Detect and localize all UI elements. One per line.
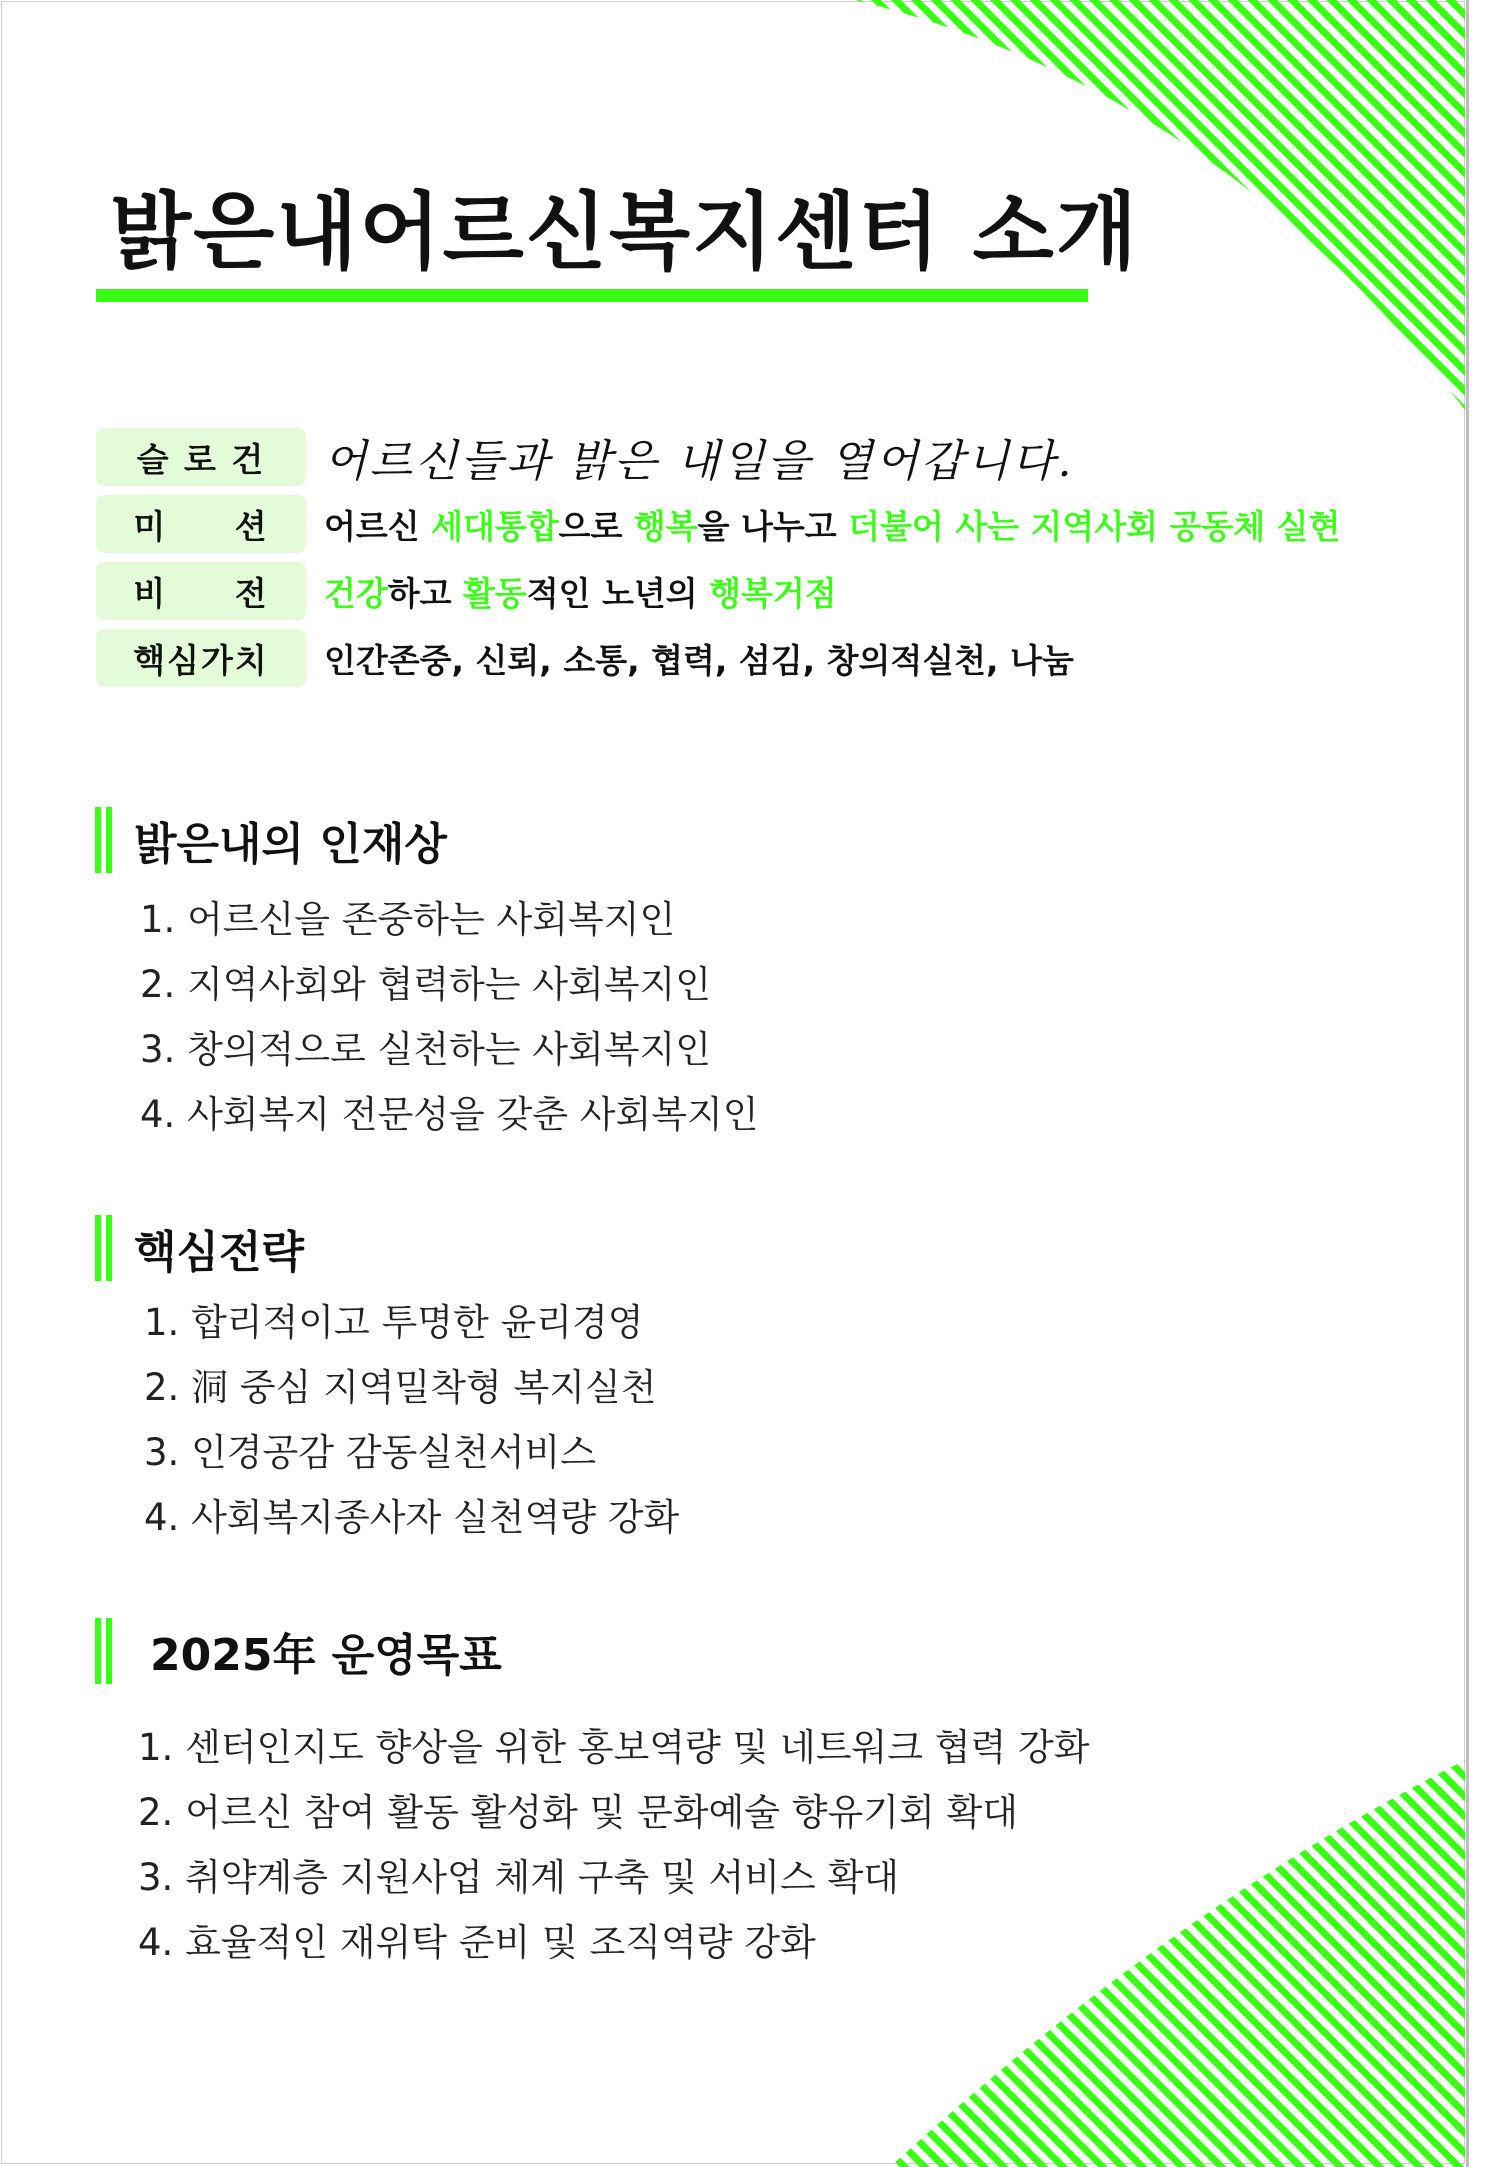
mission-text bbox=[324, 501, 1340, 548]
goals-section-header bbox=[95, 1618, 502, 1684]
list-item: 1. 어르신을 존중하는 사회복지인 bbox=[140, 898, 676, 941]
list-item: 2. 지역사회와 협력하는 사회복지인 bbox=[140, 963, 711, 1006]
vision-highlight: 건강 bbox=[324, 573, 388, 613]
section-marker bbox=[95, 807, 112, 873]
list-item: 3. 취약계층 지원사업 체계 구축 및 서비스 확대 bbox=[138, 1856, 899, 1899]
values-text: 인간존중, 신뢰, 소통, 협력, 섬김, 창의적실천, 나눔 bbox=[324, 640, 1074, 680]
strategy-section-header bbox=[95, 1215, 304, 1281]
slogan-text: 어르신들과 밝은 내일을 열어갑니다. bbox=[324, 436, 1075, 487]
info-row-values bbox=[96, 629, 1074, 687]
vision-part: 적인 노년의 bbox=[526, 573, 710, 613]
list-item: 3. 인경공감 감동실천서비스 bbox=[144, 1431, 596, 1474]
goals-list bbox=[138, 1715, 1089, 1975]
title-underline bbox=[96, 289, 1088, 302]
goals-heading: 2025年 운영목표 bbox=[150, 1630, 502, 1681]
list-item: 1. 센터인지도 향상을 위한 홍보역량 및 네트워크 협력 강화 bbox=[138, 1726, 1090, 1769]
info-row-mission bbox=[96, 495, 1340, 553]
mission-highlight: 세대통합 bbox=[431, 506, 559, 546]
list-item: 2. 어르신 참여 활동 활성화 및 문화예술 향유기회 확대 bbox=[138, 1791, 1018, 1834]
vision-part: 하고 bbox=[387, 573, 464, 613]
list-item: 4. 사회복지 전문성을 갖춘 사회복지인 bbox=[140, 1093, 759, 1136]
talent-list bbox=[140, 887, 758, 1147]
talent-heading: 밝은내의 인재상 bbox=[134, 819, 447, 870]
strategy-heading: 핵심전략 bbox=[134, 1227, 305, 1278]
strategy-list bbox=[144, 1290, 679, 1550]
mission-part: 어르신 bbox=[324, 506, 432, 546]
mission-highlight: 행복 bbox=[633, 506, 698, 546]
values-label: 핵심가치 bbox=[96, 629, 306, 687]
mission-part: 으로 bbox=[558, 506, 634, 546]
section-marker bbox=[95, 1618, 112, 1684]
vision-label: 비 전 bbox=[96, 562, 306, 620]
section-marker bbox=[95, 1215, 112, 1281]
list-item: 4. 효율적인 재위탁 준비 및 조직역량 강화 bbox=[138, 1921, 816, 1964]
list-item: 2. 洞 중심 지역밀착형 복지실천 bbox=[144, 1366, 657, 1409]
list-item: 4. 사회복지종사자 실천역량 강화 bbox=[144, 1496, 680, 1539]
mission-part: 을 나누고 bbox=[697, 506, 849, 546]
list-item: 3. 창의적으로 실천하는 사회복지인 bbox=[140, 1028, 711, 1071]
vision-highlight: 활동 bbox=[463, 573, 527, 613]
list-item: 1. 합리적이고 투명한 윤리경영 bbox=[144, 1301, 644, 1344]
info-row-slogan bbox=[96, 428, 1075, 486]
mission-label: 미 션 bbox=[96, 495, 306, 553]
vision-text bbox=[324, 568, 837, 615]
page-title: 밝은내어르신복지센터 소개 bbox=[110, 183, 1139, 281]
slogan-label: 슬 로 건 bbox=[96, 428, 306, 486]
vision-highlight: 행복거점 bbox=[709, 573, 837, 613]
talent-section-header bbox=[95, 807, 447, 873]
mission-highlight: 더불어 사는 지역사회 공동체 실현 bbox=[848, 506, 1341, 546]
info-row-vision bbox=[96, 562, 837, 620]
